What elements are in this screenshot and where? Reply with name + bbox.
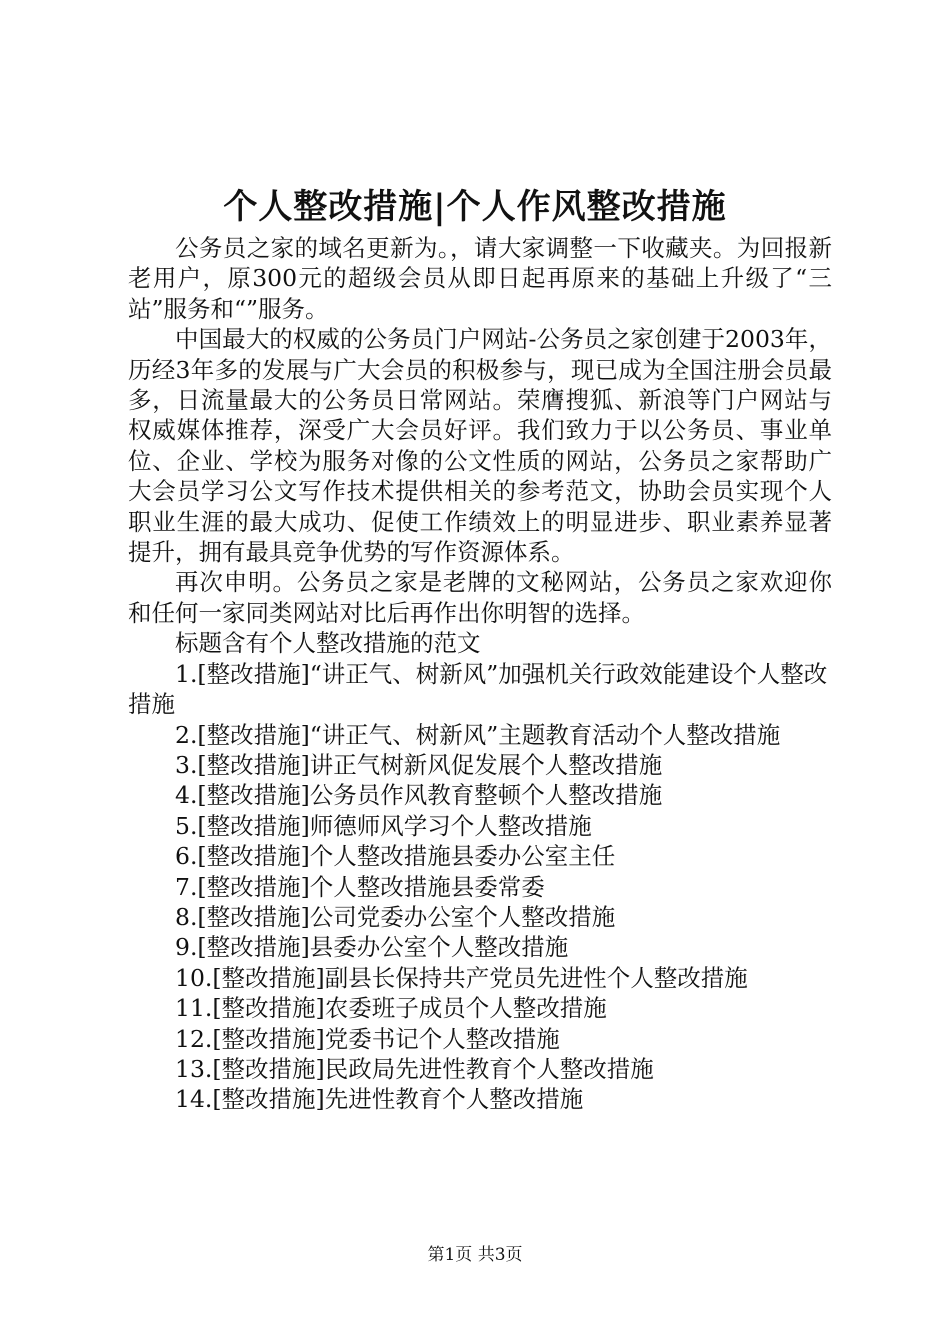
- list-item: 8.[整改措施]公司党委办公室个人整改措施: [175, 902, 616, 931]
- paragraph-site-intro: 中国最大的权威的公务员门户网站-公务员之家创建于2003年，历经3年多的发展与广大会员的积极参与，现已成为全国注册会员最多，日流量最大的公务员日常网站。荣膺搜狐、新浪等门户网站与权威媒体推荐，深受广大会员好评。我们致力于以公务员、事业单位、企业、学校为服务对像的公文性质的网站，公务员之家帮助广大会员学习公文写作技术提供相关的参考范文，协助会员实现个人职业生涯的最大成功、促使工作绩效上的明显进步、职业素养显著提升，拥有最具竞争优势的写作资源体系。: [128, 325, 832, 567]
- list-item: 13.[整改措施]民政局先进性教育个人整改措施: [175, 1054, 654, 1083]
- paragraph-domain-notice: 公务员之家的域名更新为。，请大家调整一下收藏夹。为回报新老用户，原300元的超级会员从即日起再原来的基础上升级了“三站”服务和“”服务。: [128, 234, 832, 323]
- list-item: 14.[整改措施]先进性教育个人整改措施: [175, 1085, 584, 1114]
- sample-list: [128, 659, 832, 1115]
- list-item: 5.[整改措施]师德师风学习个人整改措施: [175, 811, 592, 840]
- paragraph-list-heading: 标题含有个人整改措施的范文: [175, 629, 481, 658]
- document-body: [128, 233, 832, 1115]
- list-item: 3.[整改措施]讲正气树新风促发展个人整改措施: [175, 750, 663, 779]
- list-item: 1.[整改措施]“讲正气、树新风”加强机关行政效能建设个人整改措施: [128, 659, 828, 719]
- list-item: 9.[整改措施]县委办公室个人整改措施: [175, 933, 569, 962]
- list-item: 2.[整改措施]“讲正气、树新风”主题教育活动个人整改措施: [175, 720, 781, 749]
- list-item: 12.[整改措施]党委书记个人整改措施: [175, 1024, 560, 1053]
- document-title: 个人整改措施|个人作风整改措施: [223, 187, 727, 227]
- list-item: 11.[整改措施]农委班子成员个人整改措施: [175, 994, 607, 1023]
- list-item: 10.[整改措施]副县长保持共产党员先进性个人整改措施: [175, 963, 748, 992]
- list-item: 4.[整改措施]公务员作风教育整顿个人整改措施: [175, 781, 663, 810]
- list-item: 7.[整改措施]个人整改措施县委常委: [175, 872, 545, 901]
- paragraph-statement: 再次申明。公务员之家是老牌的文秘网站，公务员之家欢迎你和任何一家同类网站对比后再作出你明智的选择。: [128, 568, 832, 627]
- list-item: 6.[整改措施]个人整改措施县委办公室主任: [175, 842, 616, 871]
- page-number-footer: 第1页 共3页: [427, 1245, 523, 1265]
